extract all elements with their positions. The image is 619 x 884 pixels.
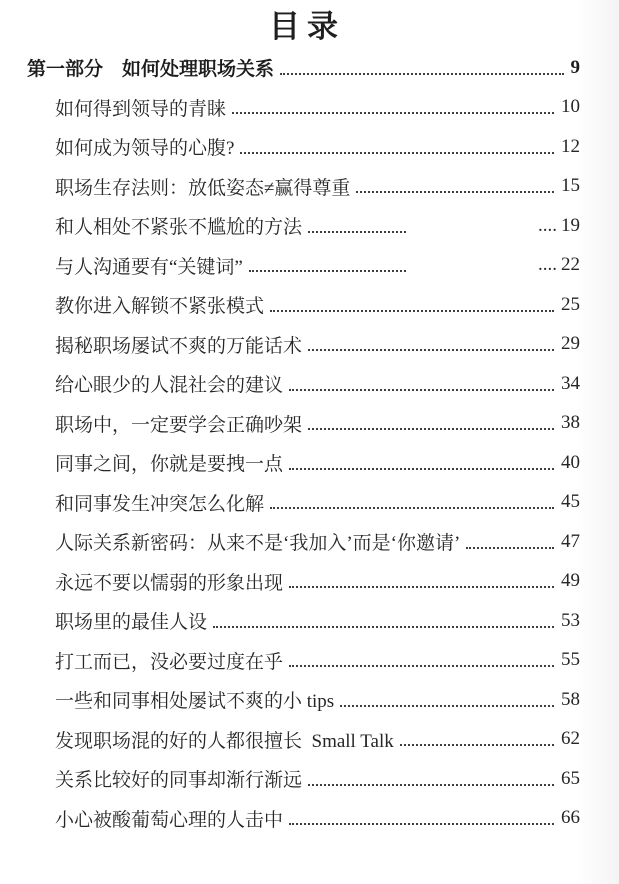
dot-leader xyxy=(270,310,554,312)
toc-entry-page: 58 xyxy=(561,688,580,710)
toc-entry xyxy=(27,48,580,88)
toc-entry xyxy=(27,206,580,246)
toc-entry xyxy=(27,483,580,523)
toc-entry-label: 如何成为领导的心腹? xyxy=(55,138,235,160)
toc-entry-label: 职场里的最佳人设 xyxy=(55,612,208,634)
toc-entry-page: 15 xyxy=(561,175,580,197)
dot-leader xyxy=(289,665,554,667)
toc-entry-page: 19 xyxy=(561,214,580,236)
toc-entry-page: 53 xyxy=(561,609,580,631)
toc-entry-page: 34 xyxy=(561,372,580,394)
dot-leader xyxy=(308,784,554,786)
dot-leader-prefix: .... xyxy=(538,254,557,276)
toc-entry-page: 38 xyxy=(561,412,580,434)
dot-leader xyxy=(308,428,554,430)
dot-leader xyxy=(289,468,554,470)
toc-entry-label: 和人相处不紧张不尴尬的方法 xyxy=(55,217,303,239)
toc-entry-label: 职场中，一定要学会正确吵架 xyxy=(55,414,303,436)
dot-leader xyxy=(340,705,554,707)
toc-entry xyxy=(27,641,580,681)
toc-entry xyxy=(27,88,580,128)
toc-entry xyxy=(27,759,580,799)
dot-leader xyxy=(213,626,554,628)
toc-entry-page: 62 xyxy=(561,728,580,750)
toc-entry-page: 49 xyxy=(561,570,580,592)
toc-entry-page: 25 xyxy=(561,293,580,315)
dot-leader xyxy=(466,547,554,549)
toc-entry xyxy=(27,799,580,839)
toc-entry-page: 29 xyxy=(561,333,580,355)
dot-leader xyxy=(289,389,554,391)
toc-entry xyxy=(27,522,580,562)
dot-leader xyxy=(308,231,406,233)
dot-leader xyxy=(249,270,406,272)
toc-entry xyxy=(27,285,580,325)
dot-leader xyxy=(308,349,554,351)
toc-entry-label: 永远不要以懦弱的形象出现 xyxy=(55,572,284,594)
dot-leader-prefix: .... xyxy=(538,214,557,236)
dot-leader xyxy=(289,586,554,588)
toc-entry-page: 55 xyxy=(561,649,580,671)
toc-entry xyxy=(27,167,580,207)
toc-entry-page: 9 xyxy=(570,56,580,78)
toc-entry xyxy=(27,364,580,404)
toc-entry xyxy=(27,127,580,167)
toc-entry-label: 一些和同事相处屡试不爽的小 tips xyxy=(55,691,335,713)
toc-entry xyxy=(27,720,580,760)
toc-entry-label: 第一部分 如何处理职场关系 xyxy=(27,59,275,81)
toc-entry xyxy=(27,404,580,444)
toc-entry-label: 职场生存法则：放低姿态≠赢得尊重 xyxy=(55,177,351,199)
toc-entry-label: 小心被酸葡萄心理的人击中 xyxy=(55,809,284,831)
dot-leader xyxy=(400,744,554,746)
dot-leader xyxy=(289,823,554,825)
toc-entry-page: 47 xyxy=(561,530,580,552)
toc-entry xyxy=(27,562,580,602)
toc-entry-page: 12 xyxy=(561,135,580,157)
toc-entry-label: 揭秘职场屡试不爽的万能话术 xyxy=(55,335,303,357)
toc-entry-page: 40 xyxy=(561,451,580,473)
dot-leader xyxy=(280,73,563,75)
toc-entry-label: 关系比较好的同事却渐行渐远 xyxy=(55,770,303,792)
dot-leader xyxy=(232,112,554,114)
dot-leader xyxy=(240,152,554,154)
toc-entry-label: 如何得到领导的青睐 xyxy=(55,98,227,120)
toc-entry-label: 和同事发生冲突怎么化解 xyxy=(55,493,265,515)
toc-entry-page: 10 xyxy=(561,96,580,118)
toc-entry-page: 22 xyxy=(561,254,580,276)
toc-entry-label: 给心眼少的人混社会的建议 xyxy=(55,375,284,397)
toc-entry xyxy=(27,246,580,286)
toc-entry xyxy=(27,325,580,365)
toc-entry-label: 人际关系新密码：从来不是‘我加入’而是‘你邀请’ xyxy=(55,533,461,555)
toc-list xyxy=(27,48,580,838)
toc-entry-label: 同事之间，你就是要拽一点 xyxy=(55,454,284,476)
toc-entry-page: 66 xyxy=(561,807,580,829)
dot-leader xyxy=(356,191,554,193)
toc-entry xyxy=(27,443,580,483)
dot-leader xyxy=(270,507,554,509)
toc-entry xyxy=(27,601,580,641)
page-title: 目录 xyxy=(269,9,345,44)
toc-entry-page: 65 xyxy=(561,767,580,789)
toc-entry xyxy=(27,680,580,720)
toc-entry-page: 45 xyxy=(561,491,580,513)
toc-entry-label: 教你进入解锁不紧张模式 xyxy=(55,296,265,318)
toc-entry-label: 发现职场混的好的人都很擅长 Small Talk xyxy=(55,730,394,752)
toc-entry-label: 与人沟通要有“关键词” xyxy=(55,256,243,278)
toc-entry-label: 打工而已，没必要过度在乎 xyxy=(55,651,284,673)
